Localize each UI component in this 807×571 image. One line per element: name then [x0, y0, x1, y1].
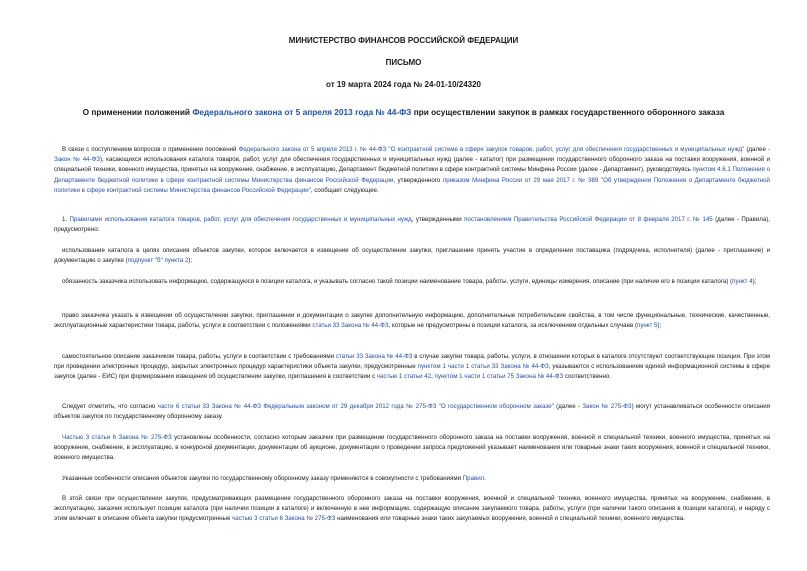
document-link[interactable]: пункт 4 [732, 278, 753, 285]
document-link[interactable]: пунктом 1 части 1 статьи 75 Закона № 44-ФЗ [434, 373, 564, 381]
document-link[interactable]: Федерального закона от 5 апреля 2013 г. № 44-ФЗ "О контрактной системе в сфере закупок товаров, работ, услуг для обеспечения государственных и муниципальных нужд" [238, 146, 745, 153]
text-run: соответственно. [563, 373, 612, 381]
text-run: , утвержденного [393, 176, 443, 184]
text-run: ); [657, 322, 662, 330]
paragraph-item-catalog-use [54, 246, 770, 266]
document-link[interactable]: постановлением Правительства Российской Федерации от 8 февраля 2017 г. № 145 [464, 216, 713, 223]
text-run: в случае закупки товара, работы, услуги, в отношении которых в каталоге отсутствуют соответствующие позиции. При этом при проведении электронных процедур, закрытых электронных процедур характеристики объекта закупки, предусмотренные [54, 353, 770, 371]
text-run: ); [752, 278, 757, 285]
paragraph-intro [54, 145, 770, 196]
document-link[interactable]: статьи 33 Закона № 44-ФЗ [335, 353, 413, 360]
document-link[interactable]: частью 3 статьи 6 Закона № 275-ФЗ [232, 515, 336, 523]
text-run: , утвержденными [411, 216, 465, 223]
paragraph-conclusion [54, 494, 770, 525]
text-run: . [484, 475, 486, 482]
document-type: ПИСЬМО [385, 58, 422, 67]
text-run: Указанные особенности описания объектов закупки по государственному оборонному заказу применяются в совокупности с требованиями [62, 475, 463, 482]
text-run: (далее - [744, 146, 771, 153]
text-run: ) могут устанавливаться особенности описания объектов закупок по государственному оборонному заказу. [54, 403, 770, 421]
text-run: использование каталога в целях описания объектов закупки, которое включается в извещение об осуществлении закупки, приглашение принять участие в определении поставщика (подрядчика, исполнителя) (далее - приглашение) и документацию о закупке ( [54, 247, 770, 265]
document-link[interactable]: приказом Минфина России от 29 мая 2017 г. № 389 "Об утверждении Положения о Департаменте бюджетной политики в сфере контрактной системы Министерства финансов Российской Федерации" [54, 176, 770, 194]
document-link[interactable]: частью 1 статьи 42 [376, 373, 432, 381]
text-run: , указываются с использованием единой информационной системы в сфере закупок (далее - ЕИС) при формировании извещения об осуществлении закупки, приглашения в соответствии с [54, 363, 770, 381]
paragraph-item-self-description [54, 352, 770, 383]
text-run: право заказчика указать в извещении об осуществлении закупки, приглашении и документации о закупке дополнительную информацию, дополнительные потребительские свойства, в том числе функциональные, технические, качественные, эксплуатационные характеристики товара, работы, услуги в соответствии с положениями [54, 312, 770, 330]
text-run: 1. [62, 216, 70, 223]
text-run: при осуществлении закупок в рамках государственного оборонного заказа [411, 107, 725, 117]
document-link[interactable]: Закон № 275-ФЗ [582, 403, 632, 410]
text-run: ); [188, 257, 193, 265]
document-link[interactable]: подпункт "б" пункта 2 [127, 257, 189, 265]
text-run: В связи с поступлением вопросов о применении положений [62, 146, 239, 153]
text-run: (далее - [553, 403, 583, 410]
document-link[interactable]: Закон № 44-ФЗ [54, 156, 100, 164]
text-run: ), касающихся использования каталога товаров, работ, услуг для обеспечения государственных и муниципальных нужд (далее - каталог) при размещении государственного оборонного заказа на поставки вооружения, военной и специальной техники, военного имущества, принятых на вооружение, снабжение, в эксплуатацию, Департамент бюджетной политики в сфере контрактной системы Минфина России (далее - Департамент), руководствуясь [54, 156, 770, 174]
document-link[interactable]: пунктом 1 части 1 статьи 33 Закона № 44-ФЗ [417, 363, 549, 371]
text-run: , которые не предусмотрены в позиции каталога, за исключением отдельных случаев ( [388, 322, 637, 330]
paragraph-note-article33 [54, 402, 770, 422]
document-link[interactable]: пункт 5 [637, 322, 658, 330]
text-run: самостоятельное описание заказчиком товара, работы, услуги в соответствии с требованиями [62, 353, 336, 360]
text-run: О применении положений [82, 107, 193, 117]
paragraph-rules [54, 215, 770, 235]
paragraph-article6 [54, 433, 770, 464]
text-run: Следует отметить, что согласно [62, 403, 158, 410]
document-date-number: от 19 марта 2024 года № 24-01-10/24320 [326, 80, 481, 89]
text-run: наименования или товарные знаки таких закупаемых вооружения, военной и специальной техники, военного имущества. [335, 515, 685, 523]
document-link[interactable]: Правилами использования каталога товаров, работ, услуг для обеспечения государственных и муниципальных нужд [69, 216, 412, 223]
text-run: (далее - Правила), предусмотрено: [54, 216, 771, 234]
text-run: , сообщает следующее. [310, 186, 379, 194]
document-link[interactable]: пунктом 4.6.1 Положения о Департаменте бюджетной политики в сфере контрактной системы Министерства финансов Российской Федерации [54, 166, 770, 184]
text-run: В этой связи при осуществлении закупок, предусматривающих размещение государственного оборонного заказа на поставки вооружения, военной и специальной техники, военного имущества, принятых на вооружение, снабжение, в эксплуатацию, заказчик использует позиции каталога (при наличии позиции в каталоге) и включенную в нее информацию, содержащую описание закупаемого товара, работы, услуги (при наличии такого описания в позиции каталога), и наряду с этим включает в описание объекта закупки предусмотренные [54, 495, 770, 523]
document-link[interactable]: Правил [462, 475, 485, 482]
paragraph-item-obligation [54, 277, 770, 287]
document-link[interactable]: части 6 статьи 33 Закона № 44-ФЗ [157, 403, 261, 410]
text-run: , [431, 373, 435, 381]
document-link[interactable]: Федеральным законом от 29 декабря 2012 года № 275-ФЗ "О государственном оборонном заказе" [263, 403, 554, 410]
text-run: обязанность заказчика использовать информацию, содержащуюся в позиции каталога, и указывать согласно такой позиции наименование товара, работы, услуги, единицы измерения, описание (при наличии его в позиции каталога) ( [62, 278, 733, 285]
document-link[interactable]: Частью 3 статьи 6 Закона № 275-ФЗ [62, 434, 172, 441]
document-link[interactable]: Федерального закона от 5 апреля 2013 года № 44-ФЗ [192, 107, 412, 117]
document-link[interactable]: статьи 33 Закона № 44-ФЗ [312, 322, 389, 330]
paragraph-rules-combination [54, 474, 770, 484]
document-title [30, 107, 777, 117]
paragraph-item-right [54, 311, 770, 331]
ministry-heading: МИНИСТЕРСТВО ФИНАНСОВ РОССИЙСКОЙ ФЕДЕРАЦИИ [288, 36, 519, 45]
text-run: установлены особенности, согласно которым заказчик при размещении государственного оборонного заказа на поставки вооружения, военной и специальной техники, военного имущества, принятых на вооружение, снабжение, в эксплуатацию, в конкурсной документации, документации об аукционе, документации о проведении запроса предложений указывает наименования или товарные знаки таких вооружения, военной и специальной техники, военного имущества. [54, 434, 770, 462]
